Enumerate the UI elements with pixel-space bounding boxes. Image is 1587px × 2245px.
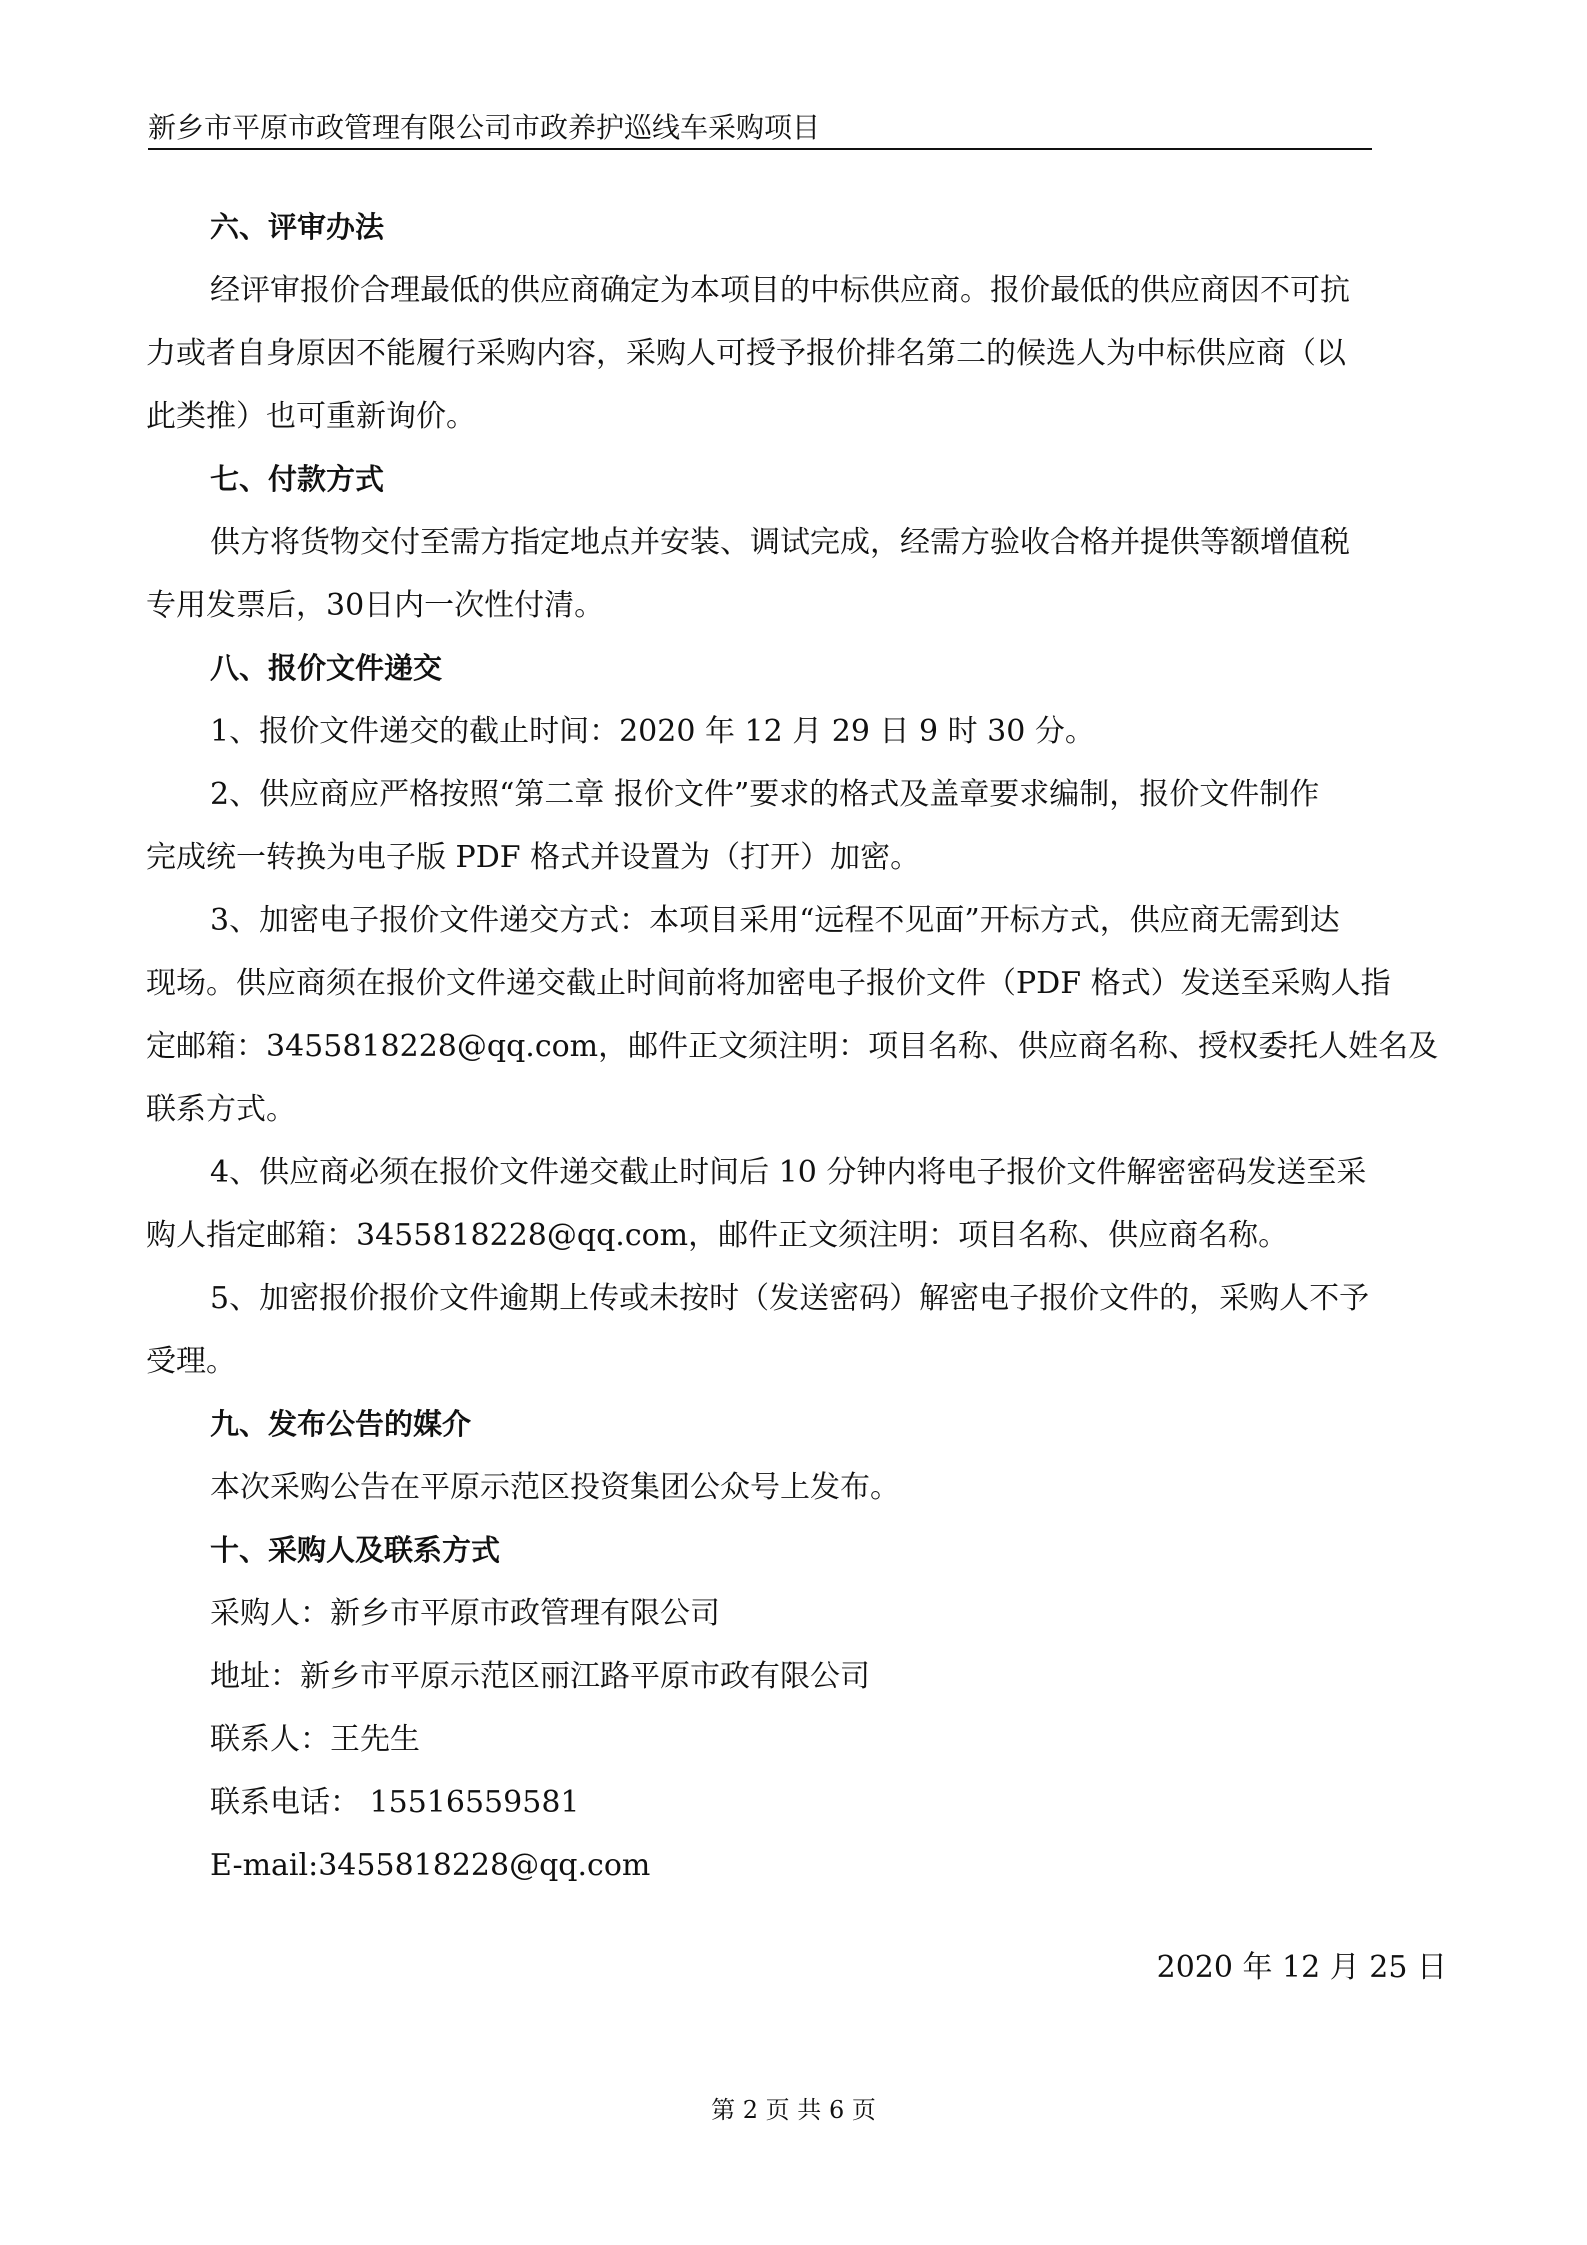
- paragraph-line: 采购人：新乡市平原市政管理有限公司: [210, 1596, 720, 1631]
- paragraph: [146, 1582, 1446, 1645]
- page-number: 第 2 页 共 6 页: [711, 2096, 876, 2124]
- paragraph-line: 1、报价文件递交的截止时间：2020 年 12 月 29 日 9 时 30 分。: [210, 714, 1095, 749]
- paragraph: [146, 1267, 1446, 1393]
- section-heading: 七、付款方式: [210, 462, 385, 496]
- paragraph-line: 5、加密报价报价文件逾期上传或未按时（发送密码）解密电子报价文件的，采购人不予: [210, 1281, 1370, 1316]
- paragraph-line: 3、加密电子报价文件递交方式：本项目采用“远程不见面”开标方式，供应商无需到达: [210, 903, 1340, 938]
- paragraph-line: 联系方式。: [146, 1092, 296, 1127]
- paragraph-line: 力或者自身原因不能履行采购内容，采购人可授予报价排名第二的候选人为中标供应商（以: [146, 336, 1346, 371]
- paragraph-line: 2、供应商应严格按照“第二章 报价文件”要求的格式及盖章要求编制，报价文件制作: [210, 777, 1320, 812]
- paragraph: [146, 511, 1446, 637]
- section-heading: 六、评审办法: [210, 210, 385, 244]
- paragraph-line: 现场。供应商须在报价文件递交截止时间前将加密电子报价文件（PDF 格式）发送至采购人指: [146, 966, 1391, 1001]
- paragraph: [146, 763, 1446, 889]
- paragraph-line: 联系电话： 15516559581: [210, 1785, 580, 1820]
- paragraph-line: 供方将货物交付至需方指定地点并安装、调试完成，经需方验收合格并提供等额增值税: [210, 525, 1350, 560]
- paragraph-line: 4、供应商必须在报价文件递交截止时间后 10 分钟内将电子报价文件解密密码发送至采: [210, 1155, 1367, 1190]
- paragraph-line: 完成统一转换为电子版 PDF 格式并设置为（打开）加密。: [146, 840, 921, 875]
- paragraph: [146, 1708, 1446, 1771]
- paragraph-line: 联系人：王先生: [210, 1722, 420, 1757]
- paragraph: [146, 1645, 1446, 1708]
- paragraph-line: 本次采购公告在平原示范区投资集团公众号上发布。: [210, 1470, 900, 1505]
- section-heading: 八、报价文件递交: [210, 651, 443, 685]
- paragraph-line: E-mail:3455818228@qq.com: [210, 1848, 651, 1883]
- paragraph: [146, 1141, 1446, 1267]
- section-heading: 九、发布公告的媒介: [210, 1407, 472, 1441]
- paragraph-line: 专用发票后，30日内一次性付清。: [146, 588, 605, 623]
- paragraph: [146, 1771, 1446, 1834]
- paragraph-line: 定邮箱：3455818228@qq.com，邮件正文须注明：项目名称、供应商名称、授权委托人姓名及: [146, 1029, 1439, 1064]
- running-header: 新乡市平原市政管理有限公司市政养护巡线车采购项目: [148, 108, 1372, 150]
- paragraph-line: 此类推）也可重新询价。: [146, 399, 476, 434]
- paragraph: [146, 259, 1446, 448]
- paragraph-line: 受理。: [146, 1344, 236, 1379]
- paragraph: [146, 700, 1446, 763]
- paragraph-line: 购人指定邮箱：3455818228@qq.com，邮件正文须注明：项目名称、供应商名称。: [146, 1218, 1289, 1253]
- paragraph-line: 经评审报价合理最低的供应商确定为本项目的中标供应商。报价最低的供应商因不可抗: [210, 273, 1350, 308]
- paragraph-line: 地址：新乡市平原示范区丽江路平原市政有限公司: [210, 1659, 870, 1694]
- paragraph: [146, 1834, 1446, 1897]
- paragraph: [146, 889, 1446, 1141]
- document-date: 2020 年 12 月 25 日: [1156, 1950, 1447, 1985]
- document-body: [146, 196, 1446, 1897]
- section-heading: 十、采购人及联系方式: [210, 1533, 501, 1567]
- paragraph: [146, 1456, 1446, 1519]
